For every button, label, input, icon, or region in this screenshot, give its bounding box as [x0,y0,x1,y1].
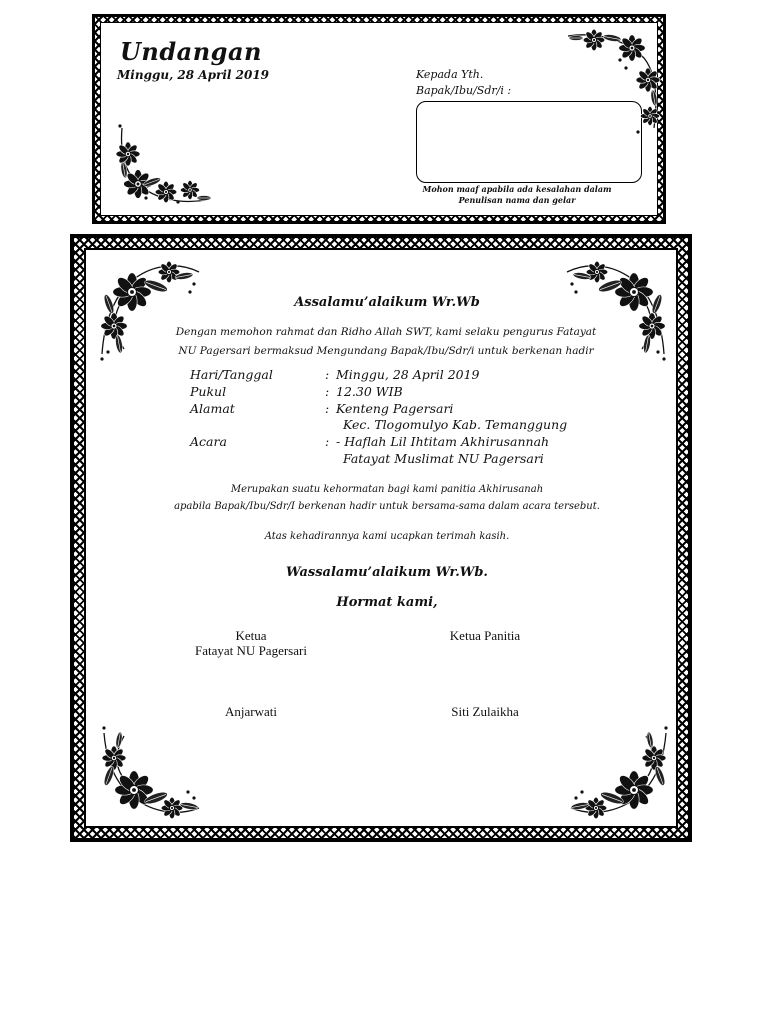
farewell: Wassalamu’alaikum Wr.Wb. [286,565,488,580]
intro-line: NU Pagersari bermaksud Mengundang Bapak/Ibu/Sdr/i untuk berkenan hadir [178,345,594,357]
detail-colon: : [325,367,330,382]
detail-label: Acara [190,434,227,449]
detail-label: Pukul [190,384,227,399]
intro-paragraph [175,326,597,366]
greeting: Assalamu’alaikum Wr.Wb [294,295,480,310]
detail-colon: : [325,434,330,449]
detail-value: - Haflah Lil Ihtitam Akhirusannah [336,434,550,449]
recipient-heading: Kepada Yth. [416,68,484,81]
envelope-title: Undangan [120,37,262,66]
thanks-line: Atas kehadirannya kami ucapkan terimah kasih. [264,531,510,542]
apology-note-line2: Penulisan nama dan gelar [458,195,576,205]
detail-value: 12.30 WIB [336,384,403,399]
detail-label: Hari/Tanggal [190,367,273,382]
envelope-date: Minggu, 28 April 2019 [117,68,270,82]
signatory-left-name: Anjarwati [225,704,277,719]
detail-value: Fatayat Muslimat NU Pagersari [343,451,544,466]
recipient-salutation: Bapak/Ibu/Sdr/i : [416,84,512,97]
apology-note-line1: Mohon maaf apabila ada kesalahan dalam [422,184,612,194]
signatory-right-name: Siti Zulaikha [451,704,519,719]
detail-value: Kenteng Pagersari [336,401,454,416]
detail-value: Kec. Tlogomulyo Kab. Temanggung [343,417,568,432]
detail-label: Alamat [190,401,235,416]
floral-corner-icon [574,728,674,828]
signatory-left-org: Fatayat NU Pagersari [195,643,307,658]
floral-corner-icon [564,28,660,138]
signatory-left-role: Ketua [235,628,267,643]
closing-line: Merupakan suatu kehormatan bagi kami panitia Akhirusanah [230,484,544,495]
intro-line: Dengan memohon rahmat dan Ridho Allah SWT, kami selaku pengurus Fatayat [175,326,597,338]
regards: Hormat kami, [336,595,438,610]
signatory-right-role: Ketua Panitia [449,628,521,643]
detail-colon: : [325,384,330,399]
detail-value: Minggu, 28 April 2019 [336,367,480,382]
floral-corner-icon [94,728,206,828]
floral-corner-icon [116,126,208,208]
detail-colon: : [325,401,330,416]
closing-line: apabila Bapak/Ibu/Sdr/I berkenan hadir untuk bersama-sama dalam acara tersebut. [174,501,600,512]
